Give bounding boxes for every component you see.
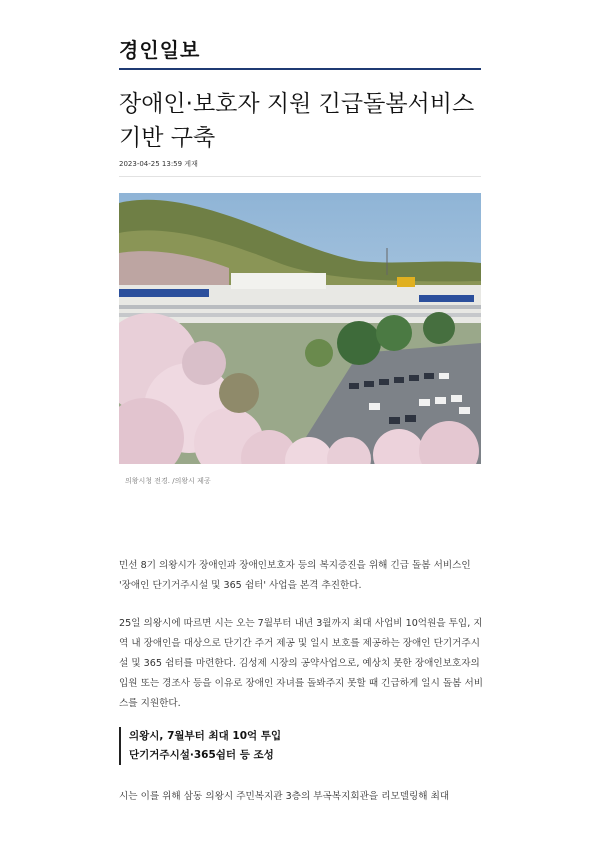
article-headline: 장애인·보호자 지원 긴급돌봄서비스 기반 구축 (119, 91, 475, 151)
masthead (119, 38, 481, 70)
divider (119, 176, 481, 177)
article-dateline: 2023-04-25 13:59 게재 (119, 160, 198, 168)
subheading-line: 의왕시, 7월부터 최대 10억 투입 (129, 730, 282, 742)
article-paragraph: 민선 8기 의왕시가 장애인과 장애인보호자 등의 복지증진을 위해 긴급 돌봄 서비스인 '장애인 단기거주시설 및 365 쉼터' 사업을 본격 추진한다. (119, 560, 471, 591)
article-photo (119, 193, 481, 464)
subheading-line: 단기거주시설·365쉼터 등 조성 (129, 749, 274, 761)
article-paragraph: 25일 의왕시에 따르면 시는 오는 7월부터 내년 3월까지 최대 사업비 10억원을 투입, 지역 내 장애인을 대상으로 단기간 주거 제공 및 일시 보호를 제공하는 장애인 단기거주시설 및 365 쉼터를 마련한다. 김성제 시장의 공약사업으로, 예상치 못한 장애인보호자의 입원 또는 경조사 등을 이유로 장애인 자녀를 돌봐주지 못할 때 긴급하게 일시 돌봄 서비스를 지원한다. (119, 618, 484, 709)
article-paragraph: 시는 이를 위해 삼동 의왕시 주민복지관 3층의 부곡복지회관을 리모델링해 최대 (119, 791, 450, 802)
newspaper-logo[interactable]: 경인일보 (119, 38, 201, 62)
article-subheading (119, 727, 489, 765)
photo-caption: 의왕시청 전경. /의왕시 제공 (125, 477, 211, 485)
